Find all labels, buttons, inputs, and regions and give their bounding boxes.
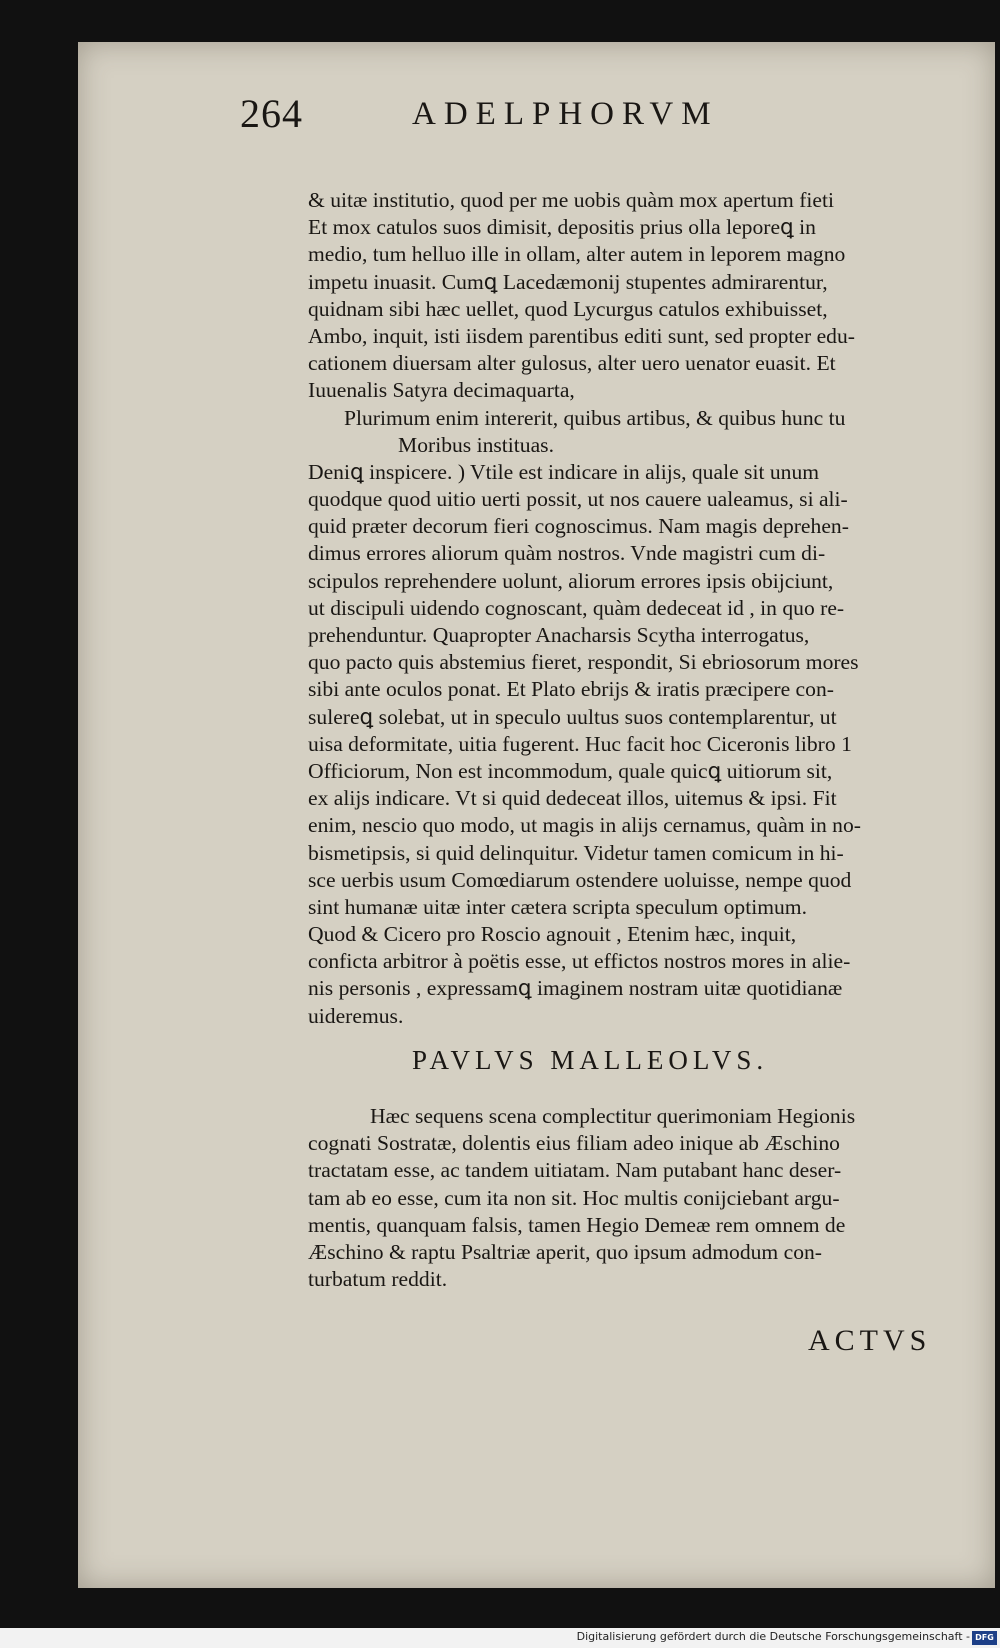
- text-line: mentis, quanquam falsis, tamen Hegio Demeæ rem omnem de: [308, 1212, 846, 1237]
- text-line: cationem diuersam alter gulosus, alter uero uenator euasit. Et: [308, 351, 836, 376]
- running-head: ADELPHORVM: [412, 96, 719, 132]
- text-line: tam ab eo esse, cum ita non sit. Hoc multis conijciebant argu-: [308, 1185, 840, 1210]
- footer-bar: [0, 1628, 1000, 1648]
- text-line: cognati Sostratæ, dolentis eius filiam adeo inique ab Æschino: [308, 1131, 840, 1156]
- text-line: & uitæ institutio, quod per me uobis quàm mox apertum fieti: [308, 188, 834, 212]
- text-line: ut discipuli uidendo cognoscant, quàm dedeceat id , in quo re-: [308, 595, 845, 620]
- text-line: ex alijs indicare. Vt si quid dedeceat illos, uitemus & ipsi. Fit: [308, 786, 837, 811]
- text-line: Hæc sequens scena complectitur querimoniam Hegionis: [370, 1104, 856, 1128]
- page-number: 264: [240, 91, 303, 136]
- catchword: ACTVS: [808, 1324, 932, 1357]
- argument-paragraph: [308, 1103, 944, 1293]
- text-line: quo pacto quis abstemius fieret, respondit, Si ebriosorum mores: [308, 650, 859, 675]
- text-line: sint humanæ uitæ inter cætera scripta speculum optimum.: [308, 894, 807, 919]
- commentary-text: [308, 187, 944, 1030]
- text-line: uisa deformitate, uitia fugerent. Huc facit hoc Ciceronis libro 1: [308, 731, 852, 756]
- text-line: enim, nescio quo modo, ut magis in alijs cernamus, quàm in no-: [308, 813, 861, 838]
- text-line: medio, tum helluo ille in ollam, alter autem in leporem magno: [308, 242, 846, 267]
- text-line: uideremus.: [308, 1003, 404, 1028]
- text-line: quodque quod uitio uerti possit, ut nos cauere ualeamus, si ali-: [308, 487, 848, 512]
- text-line: impetu inuasit. Cumꝗ Lacedæmonij stupentes admirarentur,: [308, 269, 828, 294]
- text-line: Quod & Cicero pro Roscio agnouit , Etenim hæc, inquit,: [308, 922, 797, 947]
- page-header: [240, 90, 940, 150]
- text-line: sce uerbis usum Comœdiarum ostendere uoluisse, nempe quod: [308, 867, 852, 892]
- dfg-logo: DFG: [972, 1631, 997, 1645]
- text-line: Æschino & raptu Psaltriæ aperit, quo ipsum admodum con-: [308, 1239, 822, 1264]
- text-line: nis personis , expressamꝗ imaginem nostram uitæ quotidianæ: [308, 976, 843, 1001]
- text-line: sibi ante oculos ponat. Et Plato ebrijs & iratis præcipere con-: [308, 677, 834, 702]
- text-line: sulereꝗ solebat, ut in speculo uultus suos contemplarentur, ut: [308, 704, 837, 729]
- text-line: prehenduntur. Quapropter Anacharsis Scytha interrogatus,: [308, 623, 810, 647]
- text-line: scipulos reprehendere uolunt, aliorum errores ipsis obijciunt,: [308, 568, 834, 593]
- section-heading: PAVLVS MALLEOLVS.: [412, 1045, 769, 1075]
- text-line: bismetipsis, si quid delinquitur. Videtur tamen comicum in hi-: [308, 840, 844, 865]
- verse-line: Moribus instituas.: [398, 432, 554, 457]
- text-line: Deniꝗ inspicere. ) Vtile est indicare in alijs, quale sit unum: [308, 459, 820, 484]
- text-line: tractatam esse, ac tandem uitiatam. Nam putabant hanc deser-: [308, 1158, 842, 1183]
- text-line: quidnam sibi hæc uellet, quod Lycurgus catulos exhibuisset,: [308, 296, 828, 321]
- text-line: quid præter decorum fieri cognoscimus. Nam magis deprehen-: [308, 514, 849, 539]
- text-line: turbatum reddit.: [308, 1267, 448, 1292]
- text-line: Iuuenalis Satyra decimaquarta,: [308, 378, 575, 403]
- text-line: conficta arbitror à poëtis esse, ut effictos nostros mores in alie-: [308, 949, 851, 974]
- text-line: dimus errores aliorum quàm nostros. Vnde magistri cum di-: [308, 541, 826, 566]
- text-line: Ambo, inquit, isti iisdem parentibus editi sunt, sed propter edu-: [308, 323, 855, 348]
- text-line: Officiorum, Non est incommodum, quale quicꝗ uitiorum sit,: [308, 758, 833, 783]
- text-line: Et mox catulos suos dimisit, depositis prius olla leporeꝗ in: [308, 215, 816, 240]
- funding-credit: Digitalisierung gefördert durch die Deutsche Forschungsgemeinschaft -: [576, 1630, 970, 1643]
- verse-line: Plurimum enim intererit, quibus artibus, & quibus hunc tu: [344, 405, 846, 430]
